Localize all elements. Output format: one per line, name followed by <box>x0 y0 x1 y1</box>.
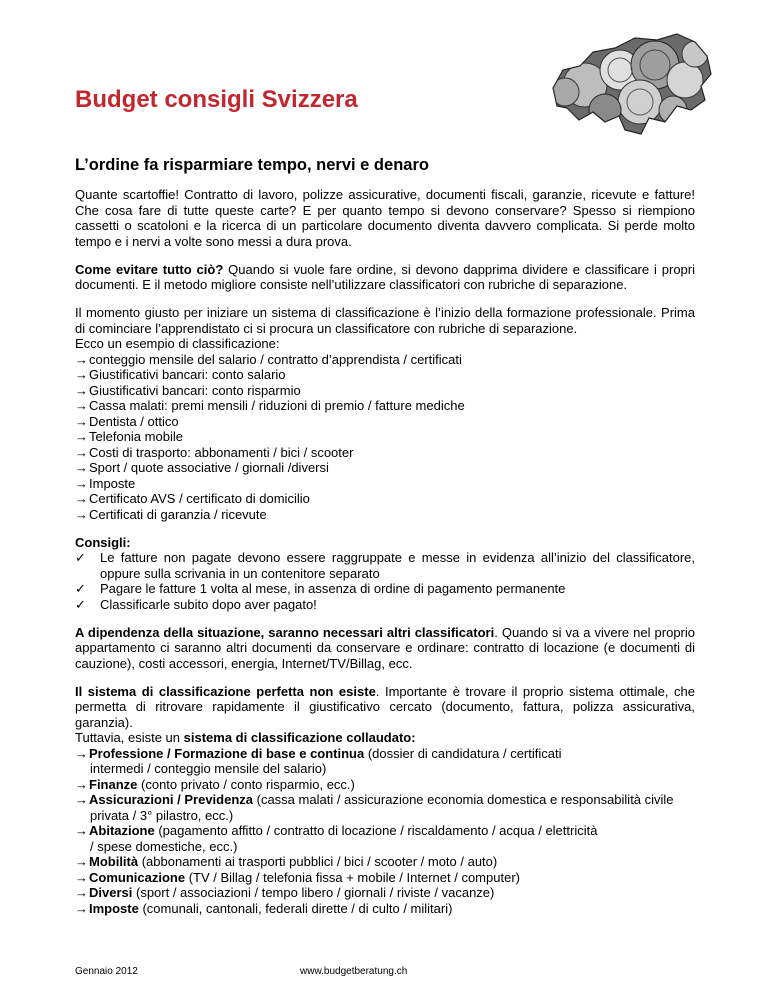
how-to-paragraph <box>75 262 695 293</box>
section-subtitle: L’ordine fa risparmiare tempo, nervi e denaro <box>75 156 429 174</box>
arrow-right-icon: → <box>75 854 88 869</box>
how-to-question: Come evitare tutto ciò? <box>75 261 224 277</box>
example-list <box>75 352 695 523</box>
arrow-right-icon: → <box>75 398 88 413</box>
other-binders-text: . Quando si va a vivere nel proprio appartamento ci saranno altri documenti da conservare e ordinare: contratto di locazione (e documenti di cauzione), costi accessori, energia, Internet/TV/Billag, ecc. <box>75 624 696 671</box>
tip-item <box>75 550 695 581</box>
footer-url: www.budgetberatung.ch <box>300 966 408 977</box>
list-item <box>75 507 695 523</box>
system-item-bold: Comunicazione <box>89 869 186 885</box>
system-item <box>75 870 695 886</box>
list-item-text: Certificati di garanzia / ricevute <box>89 506 267 522</box>
system-item-bold: Diversi <box>89 885 133 900</box>
tip-text: Pagare le fatture 1 volta al mese, in assenza di ordine di pagamento permanente <box>100 581 566 596</box>
checkmark-icon: ✓ <box>75 596 86 612</box>
perfect-system-bold: Il sistema di classificazione perfetta non esiste <box>75 683 376 699</box>
system-item-text: (abbonamenti ai trasporti pubblici / bici / scooter / moto / auto) <box>138 854 498 869</box>
list-item-text: Certificato AVS / certificato di domicilio <box>89 491 310 506</box>
checkmark-icon: ✓ <box>75 581 86 596</box>
list-item <box>75 445 695 461</box>
system-item-continuation: / spese domestiche, ecc.) <box>90 838 238 854</box>
list-item <box>75 414 695 430</box>
list-item-text: Cassa malati: premi mensili / riduzioni di premio / fatture mediche <box>89 398 465 413</box>
system-item-bold: Mobilità <box>89 854 139 869</box>
arrow-right-icon: → <box>75 413 88 429</box>
system-item <box>75 885 695 901</box>
system-item <box>75 854 695 870</box>
intro-paragraph: Quante scartoffie! Contratto di lavoro, polizze assicurative, documenti fiscali, garanzie, ricevute e fatture! Che cosa fare di tutte queste carte? E per quanto tempo si devono conservare? Spesso si riempiono cassetti o scatoloni e la ricerca di un particolare documento diventa davvero complicata. Si perde molto tempo e i nervi a volte sono messi a dura prova. <box>75 187 695 249</box>
system-item-text: (comunali, cantonali, federali dirette / di culto / militari) <box>138 900 453 916</box>
system-intro-bold: sistema di classificazione collaudato: <box>183 730 416 745</box>
list-item <box>75 398 695 414</box>
checkmark-icon: ✓ <box>75 550 86 565</box>
list-item-text: Telefonia mobile <box>89 429 183 444</box>
list-item-text: Giustificativi bancari: conto salario <box>89 367 286 382</box>
tip-item <box>75 581 695 597</box>
list-item <box>75 476 695 492</box>
list-item <box>75 352 695 368</box>
document-body <box>75 187 695 916</box>
list-item-text: Sport / quote associative / giornali /diversi <box>89 460 329 475</box>
system-item-text: (conto privato / conto risparmio, ecc.) <box>137 776 355 792</box>
system-item-text: (pagamento affitto / contratto di locazione / riscaldamento / acqua / elettricità <box>154 823 598 838</box>
arrow-right-icon: → <box>75 351 88 367</box>
system-intro <box>75 730 695 746</box>
other-binders-paragraph <box>75 625 695 672</box>
arrow-right-icon: → <box>75 475 88 491</box>
arrow-right-icon: → <box>75 776 88 792</box>
list-item <box>75 429 695 445</box>
perfect-system-paragraph <box>75 684 695 731</box>
arrow-right-icon: → <box>75 792 88 807</box>
swiss-coins-map-image <box>545 30 715 140</box>
system-item <box>75 823 695 854</box>
perfect-system-section <box>75 684 695 917</box>
arrow-right-icon: → <box>75 429 88 444</box>
system-item-bold: Professione / Formazione di base e continua <box>89 745 365 761</box>
list-item-text: conteggio mensile del salario / contratto d’apprendista / certificati <box>89 351 462 367</box>
page-title: Budget consigli Svizzera <box>75 86 358 113</box>
tip-text: Le fatture non pagate devono essere raggruppate e messe in evidenza all’inizio del classificatore, oppure sulla scrivania in un contenitore separato <box>100 550 695 581</box>
tips-section <box>75 535 695 613</box>
list-item-text: Dentista / ottico <box>89 413 179 429</box>
system-item-text: (TV / Billag / telefonia fissa + mobile / Internet / computer) <box>185 869 520 885</box>
system-item-bold: Imposte <box>89 900 139 916</box>
arrow-right-icon: → <box>75 367 88 382</box>
tip-item <box>75 597 695 613</box>
list-item <box>75 367 695 383</box>
arrow-right-icon: → <box>75 382 88 398</box>
footer-date: Gennaio 2012 <box>75 966 138 977</box>
list-item <box>75 491 695 507</box>
how-to-text: Quando si vuole fare ordine, si devono dapprima dividere e classificare i propri documenti. E il metodo migliore consiste nell’utilizzare classificatori con rubriche di separazione. <box>75 261 696 292</box>
list-item <box>75 460 695 476</box>
start-paragraph: Il momento giusto per iniziare un sistema di classificazione è l’inizio della formazione professionale. Prima di cominciare l’apprendistato ci si procura un classificatore con rubriche di separazione. <box>75 305 695 336</box>
arrow-right-icon: → <box>75 885 88 900</box>
arrow-right-icon: → <box>75 444 88 460</box>
other-binders-bold: A dipendenza della situazione, saranno necessari altri classificatori <box>75 624 495 640</box>
system-item-text: (dossier di candidatura / certificati <box>364 745 562 761</box>
arrow-right-icon: → <box>75 506 88 522</box>
arrow-right-icon: → <box>75 823 88 838</box>
system-list <box>75 746 695 917</box>
arrow-right-icon: → <box>75 491 88 506</box>
list-item <box>75 383 695 399</box>
system-item-bold: Finanze <box>89 776 138 792</box>
list-item-text: Costi di trasporto: abbonamenti / bici / scooter <box>89 444 354 460</box>
example-intro: Ecco un esempio di classificazione: <box>75 336 280 351</box>
perfect-system-text: . Importante è trovare il proprio sistema ottimale, che permetta di ritrovare rapidamente il giustificativo cercato (documento, fattura, polizza assicurativa, garanzia). <box>75 683 695 730</box>
system-item-continuation: privata / 3° pilastro, ecc.) <box>90 807 234 823</box>
system-item-text: (cassa malati / assicurazione economia domestica e responsabilità civile <box>253 792 674 807</box>
arrow-right-icon: → <box>75 460 88 475</box>
list-item-text: Imposte <box>89 475 136 491</box>
tips-heading: Consigli: <box>75 534 131 550</box>
system-item <box>75 792 695 823</box>
system-item-bold: Abitazione <box>89 823 155 838</box>
system-item <box>75 746 695 777</box>
system-item <box>75 901 695 917</box>
tips-list <box>75 550 695 612</box>
system-item <box>75 777 695 793</box>
start-section <box>75 305 695 522</box>
system-intro-text: Tuttavia, esiste un <box>75 730 184 745</box>
tip-text: Classificarle subito dopo aver pagato! <box>100 596 317 612</box>
list-item-text: Giustificativi bancari: conto risparmio <box>89 382 301 398</box>
system-item-bold: Assicurazioni / Previdenza <box>89 792 254 807</box>
system-item-text: (sport / associazioni / tempo libero / giornali / riviste / vacanze) <box>132 885 495 900</box>
arrow-right-icon: → <box>75 745 88 761</box>
system-item-continuation: intermedi / conteggio mensile del salario) <box>90 761 327 776</box>
arrow-right-icon: → <box>75 900 88 916</box>
arrow-right-icon: → <box>75 869 88 885</box>
